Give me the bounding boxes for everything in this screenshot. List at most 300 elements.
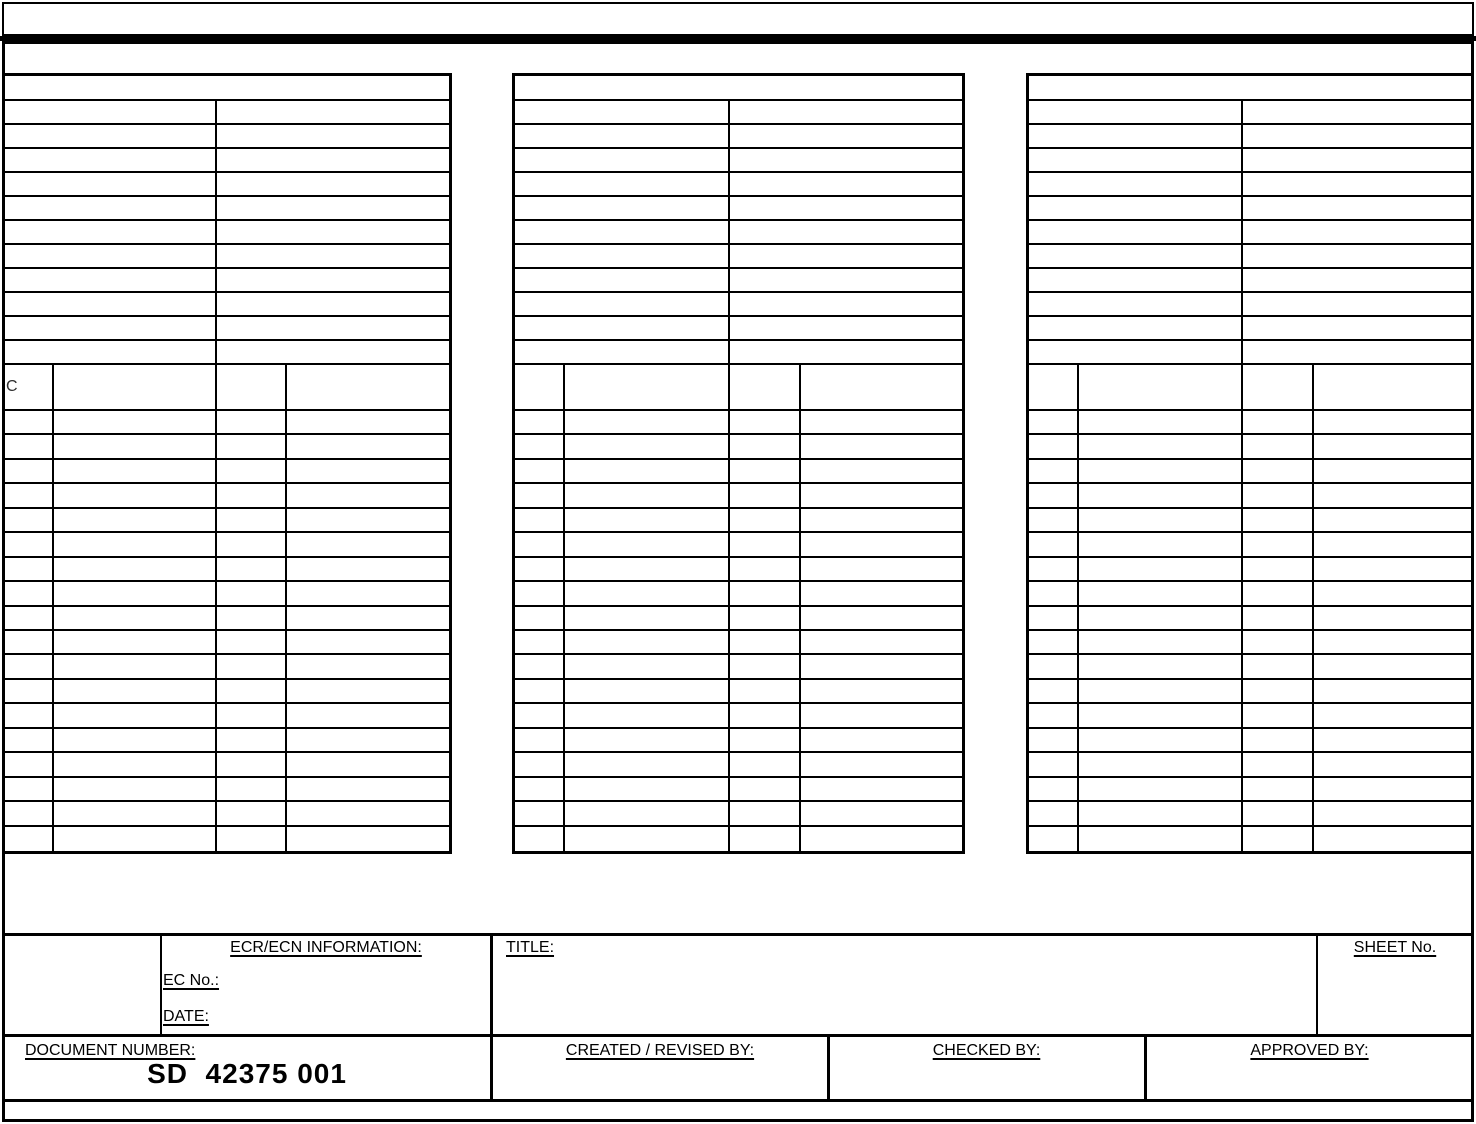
table-cell	[515, 101, 730, 125]
table-cell	[217, 680, 287, 704]
table-cell	[217, 101, 449, 125]
table-cell	[565, 778, 730, 802]
table-cell	[1079, 582, 1243, 606]
table-cell	[801, 582, 962, 606]
table-cell	[730, 149, 962, 173]
table-cell	[1029, 729, 1079, 753]
table-cell	[565, 655, 730, 679]
table-cell	[1243, 484, 1314, 508]
table-cell	[515, 680, 565, 704]
table-cell	[287, 778, 449, 802]
table-cell	[515, 778, 565, 802]
table-cell	[217, 460, 287, 484]
table-cell	[1243, 125, 1471, 149]
table-cell	[730, 827, 801, 851]
table-cell	[217, 125, 449, 149]
table-cell	[5, 484, 54, 508]
table-cell	[515, 582, 565, 606]
table-cell	[730, 101, 962, 125]
table-cell	[1314, 802, 1471, 826]
table-cell	[730, 197, 962, 221]
table-cell	[801, 460, 962, 484]
table-cell	[1243, 149, 1471, 173]
table-cell	[1243, 778, 1314, 802]
table-cell	[1314, 533, 1471, 557]
table-cell	[217, 173, 449, 197]
table-cell	[54, 827, 217, 851]
table-cell	[1029, 533, 1079, 557]
table-cell	[5, 631, 54, 655]
table-cell	[217, 317, 449, 341]
table-cell	[515, 607, 565, 631]
table-cell	[5, 704, 54, 728]
table-cell	[515, 173, 730, 197]
table-cell	[565, 753, 730, 777]
table-cell	[5, 607, 54, 631]
table-cell	[515, 655, 565, 679]
table-cell	[1314, 704, 1471, 728]
table-cell	[54, 802, 217, 826]
column-header-label: C	[5, 365, 54, 411]
table-cell	[730, 680, 801, 704]
table-cell	[515, 729, 565, 753]
table-cell	[565, 631, 730, 655]
table-cell	[801, 533, 962, 557]
table-cell	[1314, 607, 1471, 631]
table-cell	[515, 245, 730, 269]
table-cell	[801, 802, 962, 826]
table-cell	[730, 245, 962, 269]
table-cell	[5, 149, 217, 173]
table-cell	[287, 484, 449, 508]
table-cell	[515, 460, 565, 484]
table-cell	[287, 827, 449, 851]
table-cell	[730, 269, 962, 293]
table-cell	[217, 197, 449, 221]
table-cell	[801, 753, 962, 777]
table-cell	[1079, 827, 1243, 851]
table-cell	[730, 460, 801, 484]
table-cell	[515, 558, 565, 582]
table-cell	[1243, 221, 1471, 245]
table-cell	[217, 341, 449, 365]
table-cell	[5, 533, 54, 557]
table-cell	[287, 655, 449, 679]
table-cell	[1314, 680, 1471, 704]
table-cell	[1243, 558, 1314, 582]
table-cell	[515, 149, 730, 173]
table-cell	[730, 341, 962, 365]
table-cell	[1314, 365, 1471, 411]
table-cell	[1029, 197, 1243, 221]
table-cell	[1243, 317, 1471, 341]
table-cell	[1243, 533, 1314, 557]
table-cell	[5, 221, 217, 245]
table-cell	[730, 365, 801, 411]
table-cell	[1079, 753, 1243, 777]
table-cell	[1243, 607, 1314, 631]
table-cell	[54, 655, 217, 679]
table-cell	[217, 582, 287, 606]
table-cell	[1029, 293, 1243, 317]
document-number-value: SD 42375 001	[147, 1058, 347, 1089]
table-cell	[54, 631, 217, 655]
table-cell	[54, 509, 217, 533]
ecr-ecn-information-label: ECR/ECN INFORMATION:	[230, 939, 422, 956]
date-label: DATE:	[163, 1008, 209, 1025]
table-cell	[1314, 558, 1471, 582]
table-cell	[287, 509, 449, 533]
table-cell	[1029, 827, 1079, 851]
table-cell	[515, 341, 730, 365]
table-cell	[1243, 729, 1314, 753]
table-cell	[217, 533, 287, 557]
table-cell	[801, 484, 962, 508]
table-cell	[5, 76, 449, 101]
table-cell	[217, 607, 287, 631]
table-cell	[730, 582, 801, 606]
table-cell	[217, 509, 287, 533]
table-cell	[565, 607, 730, 631]
table-cell	[1029, 802, 1079, 826]
table-cell	[730, 655, 801, 679]
parts-table-right	[1026, 73, 1474, 854]
table-cell	[565, 827, 730, 851]
table-cell	[5, 173, 217, 197]
table-cell	[515, 221, 730, 245]
top-header-band	[2, 2, 1474, 36]
table-cell	[1029, 76, 1471, 101]
table-cell	[1243, 509, 1314, 533]
table-cell	[287, 802, 449, 826]
table-cell	[1243, 631, 1314, 655]
table-cell	[287, 631, 449, 655]
table-cell	[515, 631, 565, 655]
table-cell	[1079, 802, 1243, 826]
table-cell	[1314, 460, 1471, 484]
table-cell	[54, 680, 217, 704]
table-cell	[1029, 101, 1243, 125]
table-cell	[801, 509, 962, 533]
table-cell	[1029, 341, 1243, 365]
table-cell	[1079, 704, 1243, 728]
table-cell	[565, 704, 730, 728]
table-cell	[54, 365, 217, 411]
table-cell	[1029, 411, 1079, 435]
table-cell	[217, 631, 287, 655]
table-cell	[1314, 729, 1471, 753]
table-cell	[1079, 435, 1243, 459]
table-cell	[1243, 101, 1471, 125]
table-cell	[730, 173, 962, 197]
table-cell	[515, 76, 962, 101]
table-cell	[1079, 411, 1243, 435]
table-cell	[1029, 558, 1079, 582]
table-cell	[217, 778, 287, 802]
table-cell	[1243, 827, 1314, 851]
table-cell	[5, 317, 217, 341]
table-cell	[730, 221, 962, 245]
table-cell	[1314, 484, 1471, 508]
table-cell	[54, 411, 217, 435]
table-cell	[287, 704, 449, 728]
table-cell	[5, 802, 54, 826]
table-cell	[217, 435, 287, 459]
table-cell	[730, 704, 801, 728]
table-cell	[54, 729, 217, 753]
table-cell	[565, 435, 730, 459]
parts-table-left	[2, 73, 452, 854]
table-cell	[287, 680, 449, 704]
table-cell	[730, 317, 962, 341]
table-cell	[217, 411, 287, 435]
table-cell	[54, 704, 217, 728]
table-cell	[1314, 435, 1471, 459]
table-cell	[1029, 149, 1243, 173]
table-cell	[1243, 680, 1314, 704]
table-cell	[1029, 704, 1079, 728]
table-cell	[54, 460, 217, 484]
table-cell	[1079, 680, 1243, 704]
approved-by-label: APPROVED BY:	[1250, 1042, 1369, 1059]
table-cell	[801, 704, 962, 728]
table-cell	[1029, 631, 1079, 655]
table-cell	[1243, 802, 1314, 826]
table-cell	[1079, 533, 1243, 557]
table-cell	[1243, 365, 1314, 411]
table-cell	[1029, 778, 1079, 802]
table-cell	[1029, 509, 1079, 533]
table-cell	[515, 197, 730, 221]
table-cell	[730, 558, 801, 582]
table-cell	[515, 435, 565, 459]
table-cell	[5, 729, 54, 753]
table-cell	[287, 533, 449, 557]
table-cell	[1029, 680, 1079, 704]
table-cell	[1314, 631, 1471, 655]
table-cell	[730, 729, 801, 753]
created-revised-by-label: CREATED / REVISED BY:	[565, 1042, 755, 1059]
table-cell	[1029, 269, 1243, 293]
table-cell	[54, 778, 217, 802]
table-cell	[287, 460, 449, 484]
table-cell	[287, 607, 449, 631]
table-cell	[730, 631, 801, 655]
table-cell	[1029, 655, 1079, 679]
table-cell	[1243, 245, 1471, 269]
table-cell	[565, 802, 730, 826]
table-cell	[54, 558, 217, 582]
table-cell	[801, 631, 962, 655]
titleblock-lower-rule	[2, 1099, 1474, 1102]
table-cell	[801, 411, 962, 435]
table-cell	[1079, 460, 1243, 484]
table-cell	[801, 778, 962, 802]
table-cell	[54, 533, 217, 557]
table-cell	[217, 729, 287, 753]
ec-no-label: EC No.:	[163, 972, 220, 989]
table-cell	[1079, 509, 1243, 533]
table-cell	[5, 435, 54, 459]
table-cell	[1243, 753, 1314, 777]
table-cell	[1243, 435, 1314, 459]
table-cell	[5, 341, 217, 365]
table-cell	[730, 484, 801, 508]
table-cell	[730, 802, 801, 826]
table-cell	[730, 533, 801, 557]
table-cell	[5, 411, 54, 435]
table-cell	[1079, 607, 1243, 631]
table-cell	[287, 435, 449, 459]
document-number-label: DOCUMENT NUMBER:	[25, 1042, 196, 1059]
table-cell	[287, 753, 449, 777]
table-cell	[287, 558, 449, 582]
sheet-no-label: SHEET No.	[1353, 939, 1437, 956]
table-cell	[565, 411, 730, 435]
table-cell	[515, 484, 565, 508]
table-cell	[1314, 411, 1471, 435]
table-cell	[5, 778, 54, 802]
table-cell	[5, 101, 217, 125]
table-cell	[730, 125, 962, 149]
table-cell	[54, 582, 217, 606]
table-cell	[217, 293, 449, 317]
table-cell	[217, 484, 287, 508]
checked-by-label: CHECKED BY:	[932, 1042, 1041, 1059]
table-cell	[565, 729, 730, 753]
table-cell	[1314, 509, 1471, 533]
table-cell	[1243, 341, 1471, 365]
table-cell	[1029, 753, 1079, 777]
column-header-label	[515, 365, 565, 411]
table-cell	[730, 753, 801, 777]
table-cell	[801, 435, 962, 459]
table-cell	[730, 778, 801, 802]
table-cell	[217, 245, 449, 269]
table-cell	[515, 704, 565, 728]
table-cell	[1243, 460, 1314, 484]
table-cell	[515, 125, 730, 149]
table-cell	[1029, 221, 1243, 245]
table-cell	[1243, 269, 1471, 293]
table-cell	[565, 365, 730, 411]
parts-table-middle	[512, 73, 965, 854]
table-cell	[515, 317, 730, 341]
table-cell	[515, 802, 565, 826]
table-cell	[5, 460, 54, 484]
table-cell	[1314, 655, 1471, 679]
table-cell	[1079, 484, 1243, 508]
table-cell	[1243, 173, 1471, 197]
table-cell	[1029, 607, 1079, 631]
table-cell	[217, 558, 287, 582]
table-cell	[565, 582, 730, 606]
table-cell	[54, 607, 217, 631]
table-cell	[5, 582, 54, 606]
table-cell	[565, 484, 730, 508]
table-cell	[5, 558, 54, 582]
table-cell	[801, 729, 962, 753]
table-cell	[515, 411, 565, 435]
table-cell	[287, 411, 449, 435]
table-cell	[5, 509, 54, 533]
table-cell	[801, 827, 962, 851]
table-cell	[217, 269, 449, 293]
table-cell	[515, 753, 565, 777]
table-cell	[801, 655, 962, 679]
table-cell	[730, 435, 801, 459]
table-cell	[565, 460, 730, 484]
column-header-label	[1029, 365, 1079, 411]
table-cell	[287, 582, 449, 606]
table-cell	[1029, 484, 1079, 508]
table-cell	[5, 245, 217, 269]
table-cell	[1314, 778, 1471, 802]
table-cell	[565, 509, 730, 533]
table-cell	[1079, 558, 1243, 582]
table-cell	[515, 533, 565, 557]
table-cell	[54, 753, 217, 777]
table-cell	[217, 753, 287, 777]
table-cell	[565, 680, 730, 704]
table-cell	[565, 533, 730, 557]
table-cell	[1029, 435, 1079, 459]
table-cell	[515, 293, 730, 317]
table-cell	[54, 435, 217, 459]
table-cell	[730, 411, 801, 435]
table-cell	[5, 197, 217, 221]
titleblock-top-rule	[2, 933, 1474, 936]
table-cell	[801, 558, 962, 582]
table-cell	[1079, 729, 1243, 753]
table-cell	[1314, 753, 1471, 777]
table-cell	[217, 802, 287, 826]
table-cell	[5, 827, 54, 851]
table-cell	[1079, 631, 1243, 655]
table-cell	[565, 558, 730, 582]
table-cell	[1243, 582, 1314, 606]
table-cell	[730, 509, 801, 533]
table-cell	[217, 149, 449, 173]
table-cell	[515, 827, 565, 851]
table-cell	[1243, 704, 1314, 728]
table-cell	[1029, 125, 1243, 149]
table-cell	[5, 753, 54, 777]
table-cell	[5, 125, 217, 149]
table-cell	[1314, 827, 1471, 851]
table-cell	[1079, 655, 1243, 679]
table-cell	[1243, 293, 1471, 317]
table-cell	[54, 484, 217, 508]
title-label: TITLE:	[506, 939, 555, 956]
table-cell	[801, 680, 962, 704]
titleblock-middle-rule	[2, 1034, 1474, 1037]
table-cell	[801, 365, 962, 411]
table-cell	[5, 655, 54, 679]
table-cell	[1243, 197, 1471, 221]
table-cell	[1029, 245, 1243, 269]
table-cell	[1079, 365, 1243, 411]
table-cell	[217, 365, 287, 411]
table-cell	[1079, 778, 1243, 802]
table-cell	[801, 607, 962, 631]
table-cell	[287, 365, 449, 411]
table-cell	[287, 729, 449, 753]
table-cell	[515, 269, 730, 293]
table-cell	[1029, 173, 1243, 197]
table-cell	[217, 827, 287, 851]
table-cell	[1243, 411, 1314, 435]
